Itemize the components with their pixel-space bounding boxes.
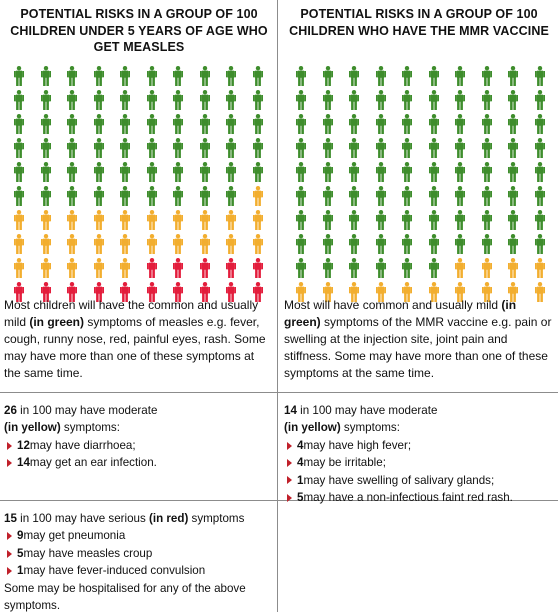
person-yellow-icon (41, 234, 51, 254)
person-green-icon (226, 66, 236, 86)
person-green-icon (535, 210, 545, 230)
person-green-icon (41, 162, 51, 182)
person-green-icon (508, 90, 518, 110)
person-green-icon (455, 234, 465, 254)
triangle-bullet-icon (287, 459, 292, 467)
person-green-icon (200, 138, 210, 158)
item-number: 14 (17, 456, 30, 470)
person-green-icon (147, 138, 157, 158)
person-green-icon (323, 114, 333, 134)
right-title: POTENTIAL RISKS IN A GROUP OF 100 CHILDREN WHO HAVE THE MMR VACCINE (289, 7, 549, 38)
left-serious-bold: (in red) (149, 512, 189, 525)
person-green-icon (535, 90, 545, 110)
person-green-icon (147, 162, 157, 182)
list-item (284, 437, 556, 454)
left-intro-bold: (in green) (29, 315, 85, 329)
person-green-icon (94, 114, 104, 134)
item-text: may have diarrhoea; (29, 438, 136, 452)
person-green-icon (226, 138, 236, 158)
right-moderate-section (284, 402, 556, 506)
person-green-icon (14, 186, 24, 206)
person-yellow-icon (455, 258, 465, 278)
triangle-bullet-icon (287, 442, 292, 450)
person-green-icon (323, 234, 333, 254)
person-green-icon (376, 186, 386, 206)
person-yellow-icon (94, 258, 104, 278)
person-green-icon (482, 138, 492, 158)
person-green-icon (455, 138, 465, 158)
person-green-icon (147, 186, 157, 206)
person-green-icon (67, 90, 77, 110)
person-green-icon (200, 114, 210, 134)
person-green-icon (120, 90, 130, 110)
measles-figure-grid (14, 66, 268, 276)
person-green-icon (94, 90, 104, 110)
person-green-icon (429, 90, 439, 110)
person-green-icon (482, 210, 492, 230)
person-green-icon (376, 162, 386, 182)
triangle-bullet-icon (7, 550, 12, 558)
list-item (284, 489, 556, 506)
person-red-icon (253, 258, 263, 278)
row-divider-1 (0, 392, 558, 393)
person-yellow-icon (535, 258, 545, 278)
person-green-icon (349, 162, 359, 182)
right-moderate-tail: symptoms: (340, 421, 400, 435)
person-green-icon (147, 90, 157, 110)
person-green-icon (429, 114, 439, 134)
person-yellow-icon (200, 234, 210, 254)
person-yellow-icon (94, 234, 104, 254)
right-intro (284, 297, 554, 382)
person-green-icon (482, 90, 492, 110)
person-green-icon (296, 210, 306, 230)
person-green-icon (508, 234, 518, 254)
person-green-icon (173, 138, 183, 158)
person-green-icon (482, 186, 492, 206)
person-green-icon (296, 114, 306, 134)
person-green-icon (94, 138, 104, 158)
right-intro-text-a: Most will have common and usually mild (284, 298, 502, 312)
person-green-icon (253, 90, 263, 110)
person-green-icon (535, 114, 545, 134)
person-green-icon (376, 210, 386, 230)
person-green-icon (200, 66, 210, 86)
left-serious-lead: in 100 may have serious (16, 512, 150, 525)
person-yellow-icon (253, 186, 263, 206)
person-green-icon (508, 138, 518, 158)
person-yellow-icon (253, 234, 263, 254)
person-green-icon (349, 210, 359, 230)
person-green-icon (200, 90, 210, 110)
person-green-icon (94, 186, 104, 206)
person-green-icon (296, 162, 306, 182)
person-yellow-icon (41, 258, 51, 278)
person-green-icon (14, 66, 24, 86)
person-green-icon (429, 210, 439, 230)
person-green-icon (147, 66, 157, 86)
person-green-icon (455, 66, 465, 86)
left-serious-count: 15 (4, 512, 17, 525)
person-green-icon (120, 114, 130, 134)
left-serious-section (4, 510, 274, 614)
person-green-icon (323, 66, 333, 86)
person-green-icon (376, 138, 386, 158)
person-green-icon (173, 66, 183, 86)
person-green-icon (535, 138, 545, 158)
person-yellow-icon (226, 210, 236, 230)
item-number: 4 (297, 438, 304, 452)
person-green-icon (376, 114, 386, 134)
person-green-icon (296, 258, 306, 278)
left-title: POTENTIAL RISKS IN A GROUP OF 100 CHILDREN UNDER 5 YEARS OF AGE WHO GET MEASLES (10, 7, 268, 54)
column-divider (277, 0, 278, 612)
person-red-icon (173, 258, 183, 278)
person-green-icon (455, 162, 465, 182)
person-green-icon (120, 186, 130, 206)
person-green-icon (482, 66, 492, 86)
person-green-icon (200, 186, 210, 206)
list-item (4, 437, 274, 454)
triangle-bullet-icon (7, 567, 12, 575)
person-green-icon (120, 66, 130, 86)
item-text: may have fever-induced convulsion (23, 564, 206, 578)
triangle-bullet-icon (7, 459, 12, 467)
person-yellow-icon (67, 210, 77, 230)
person-green-icon (376, 234, 386, 254)
person-green-icon (455, 114, 465, 134)
item-text: may have a non-infectious faint red rash. (303, 491, 513, 505)
triangle-bullet-icon (287, 476, 292, 484)
person-green-icon (67, 162, 77, 182)
item-text: may get an ear infection. (29, 456, 157, 470)
person-green-icon (41, 138, 51, 158)
person-green-icon (482, 114, 492, 134)
person-green-icon (226, 186, 236, 206)
right-moderate-lead: in 100 may have moderate (296, 404, 438, 417)
person-green-icon (253, 138, 263, 158)
person-green-icon (41, 66, 51, 86)
person-green-icon (41, 114, 51, 134)
left-intro (4, 297, 274, 382)
left-moderate-lead: in 100 may have moderate (16, 404, 158, 417)
item-text: may have swelling of salivary glands; (303, 473, 495, 487)
person-yellow-icon (94, 210, 104, 230)
person-green-icon (349, 114, 359, 134)
list-item (284, 472, 556, 489)
person-green-icon (349, 138, 359, 158)
item-text: may have measles croup (23, 546, 153, 560)
list-item (4, 545, 274, 562)
person-green-icon (349, 186, 359, 206)
left-moderate-bold: (in yellow) (4, 421, 61, 435)
list-item (284, 454, 556, 471)
person-green-icon (296, 138, 306, 158)
left-intro-text-a: Most children will have the common and usually mild (4, 298, 259, 329)
person-yellow-icon (120, 234, 130, 254)
person-green-icon (376, 90, 386, 110)
person-green-icon (402, 90, 412, 110)
item-number: 4 (297, 456, 304, 470)
person-green-icon (402, 114, 412, 134)
person-green-icon (508, 114, 518, 134)
list-item (4, 562, 274, 579)
person-green-icon (67, 138, 77, 158)
person-green-icon (41, 90, 51, 110)
item-number: 1 (297, 473, 304, 487)
person-red-icon (147, 258, 157, 278)
left-serious-tail: symptoms (188, 512, 245, 525)
person-green-icon (323, 186, 333, 206)
person-green-icon (226, 90, 236, 110)
person-yellow-icon (14, 234, 24, 254)
person-green-icon (94, 162, 104, 182)
item-text: may have high fever; (303, 438, 412, 452)
person-green-icon (67, 186, 77, 206)
person-green-icon (323, 210, 333, 230)
list-item (4, 527, 274, 544)
person-green-icon (323, 138, 333, 158)
person-yellow-icon (226, 234, 236, 254)
person-green-icon (508, 66, 518, 86)
person-green-icon (323, 90, 333, 110)
item-number: 5 (297, 491, 304, 505)
person-green-icon (429, 258, 439, 278)
item-text: may get pneumonia (23, 529, 126, 543)
item-number: 1 (17, 564, 24, 578)
mmr-figure-grid (296, 66, 550, 276)
person-green-icon (482, 234, 492, 254)
person-green-icon (402, 210, 412, 230)
person-green-icon (535, 66, 545, 86)
person-yellow-icon (14, 258, 24, 278)
person-green-icon (482, 162, 492, 182)
person-green-icon (14, 138, 24, 158)
left-moderate-tail: symptoms: (60, 421, 120, 435)
person-red-icon (200, 258, 210, 278)
person-green-icon (120, 162, 130, 182)
person-yellow-icon (67, 234, 77, 254)
person-green-icon (349, 90, 359, 110)
person-green-icon (173, 162, 183, 182)
triangle-bullet-icon (7, 442, 12, 450)
person-yellow-icon (120, 210, 130, 230)
person-green-icon (402, 138, 412, 158)
person-green-icon (147, 114, 157, 134)
person-green-icon (429, 66, 439, 86)
person-green-icon (508, 162, 518, 182)
person-green-icon (200, 162, 210, 182)
person-green-icon (402, 162, 412, 182)
person-green-icon (429, 186, 439, 206)
person-green-icon (402, 258, 412, 278)
person-green-icon (296, 234, 306, 254)
person-yellow-icon (173, 210, 183, 230)
left-moderate-count: 26 (4, 404, 17, 417)
person-green-icon (349, 258, 359, 278)
person-green-icon (94, 66, 104, 86)
person-yellow-icon (200, 210, 210, 230)
person-green-icon (253, 114, 263, 134)
person-green-icon (376, 66, 386, 86)
item-number: 12 (17, 438, 30, 452)
person-yellow-icon (173, 234, 183, 254)
person-green-icon (323, 162, 333, 182)
person-green-icon (323, 258, 333, 278)
person-green-icon (429, 234, 439, 254)
person-red-icon (226, 258, 236, 278)
item-number: 5 (17, 546, 24, 560)
right-intro-bold: (in green) (284, 298, 517, 329)
person-green-icon (402, 234, 412, 254)
left-moderate-section (4, 402, 274, 472)
person-yellow-icon (508, 258, 518, 278)
right-moderate-count: 14 (284, 404, 297, 417)
person-green-icon (120, 138, 130, 158)
person-green-icon (14, 114, 24, 134)
person-green-icon (535, 234, 545, 254)
person-green-icon (41, 186, 51, 206)
person-yellow-icon (482, 258, 492, 278)
triangle-bullet-icon (287, 494, 292, 502)
person-green-icon (67, 66, 77, 86)
person-green-icon (253, 162, 263, 182)
person-green-icon (535, 162, 545, 182)
left-intro-text-b: symptoms of measles e.g. fever, cough, runny nose, red, painful eyes, rash. Some may have more than one of these symptoms at the same time. (4, 315, 266, 380)
person-green-icon (226, 162, 236, 182)
left-serious-note: Some may be hospitalised for any of the above symptoms. (4, 581, 246, 613)
person-yellow-icon (147, 210, 157, 230)
person-green-icon (296, 66, 306, 86)
person-green-icon (173, 114, 183, 134)
person-green-icon (14, 162, 24, 182)
person-green-icon (173, 186, 183, 206)
person-green-icon (402, 186, 412, 206)
person-green-icon (296, 90, 306, 110)
person-green-icon (253, 66, 263, 86)
person-green-icon (429, 162, 439, 182)
triangle-bullet-icon (7, 532, 12, 540)
person-yellow-icon (41, 210, 51, 230)
person-yellow-icon (147, 234, 157, 254)
item-text: may be irritable; (303, 456, 386, 470)
list-item (4, 454, 274, 471)
person-green-icon (349, 66, 359, 86)
person-green-icon (535, 186, 545, 206)
person-green-icon (429, 138, 439, 158)
item-number: 9 (17, 529, 24, 543)
person-green-icon (226, 114, 236, 134)
person-green-icon (455, 186, 465, 206)
person-green-icon (173, 90, 183, 110)
person-green-icon (296, 186, 306, 206)
person-green-icon (508, 210, 518, 230)
person-green-icon (455, 210, 465, 230)
person-green-icon (349, 234, 359, 254)
person-yellow-icon (253, 210, 263, 230)
right-intro-text-b: symptoms of the MMR vaccine e.g. pain or swelling at the injection site, joint pain and stiffness. Some may have more than one of these symptoms at the same time. (284, 315, 552, 380)
person-green-icon (14, 90, 24, 110)
person-green-icon (508, 186, 518, 206)
person-green-icon (67, 114, 77, 134)
person-green-icon (402, 66, 412, 86)
person-green-icon (455, 90, 465, 110)
person-green-icon (376, 258, 386, 278)
person-yellow-icon (67, 258, 77, 278)
person-yellow-icon (14, 210, 24, 230)
right-moderate-bold: (in yellow) (284, 421, 341, 435)
person-yellow-icon (120, 258, 130, 278)
